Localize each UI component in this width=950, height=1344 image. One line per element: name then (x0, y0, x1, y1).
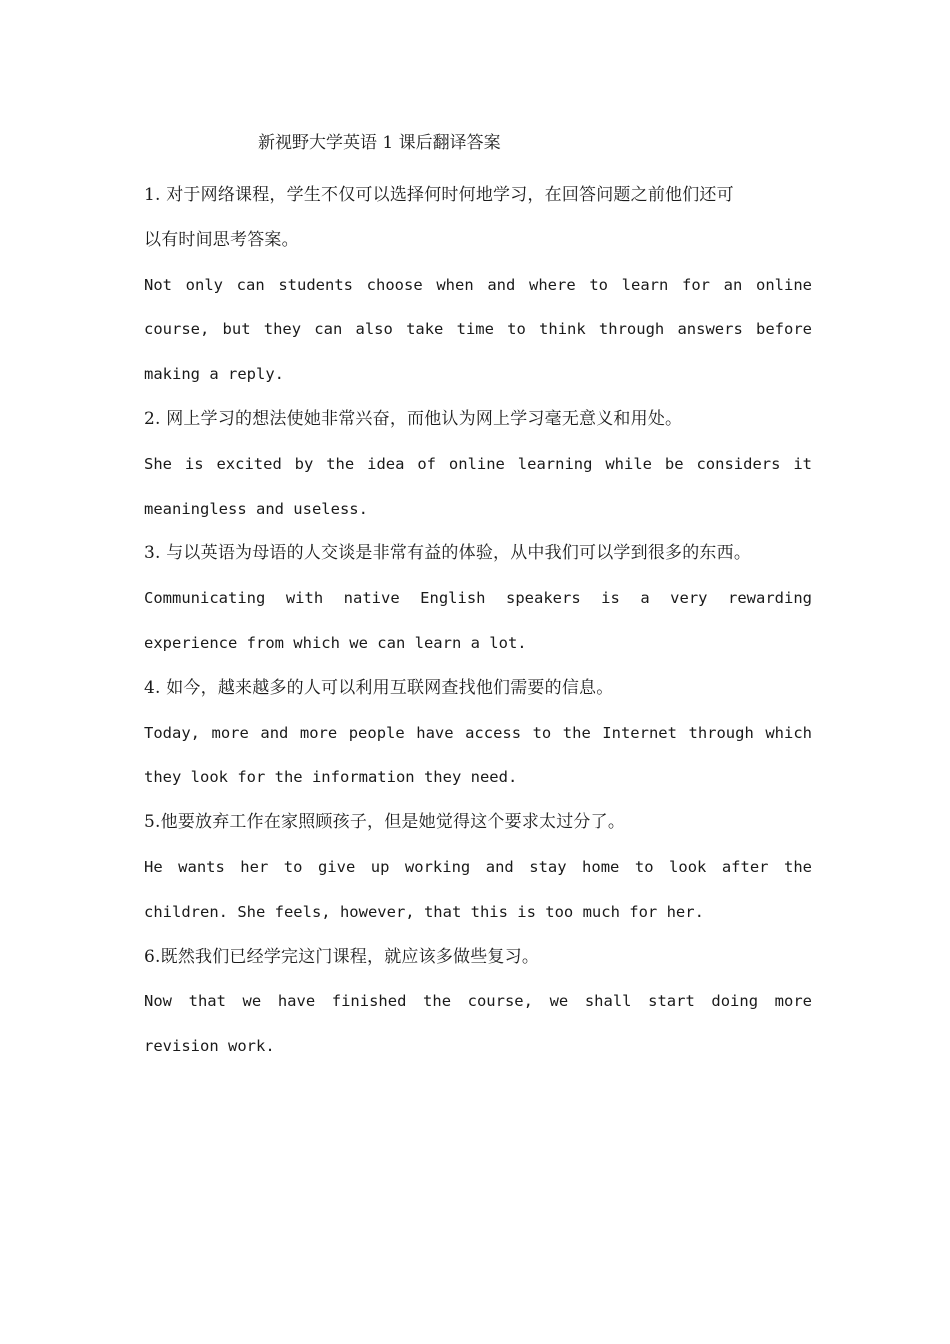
question-3-chinese: 3. 与以英语为母语的人交谈是非常有益的体验，从中我们可以学到很多的东西。 (144, 543, 752, 564)
question-5-chinese: 5.他要放弃工作在家照顾孩子，但是她觉得这个要求太过分了。 (144, 812, 626, 833)
answer-2-english: She is excited by the idea of online learning while be considers it meaningless and useless. (144, 454, 812, 518)
question-6-chinese: 6.既然我们已经学完这门课程，就应该多做些复习。 (144, 946, 540, 967)
document-body (144, 173, 812, 1069)
document-title: 新视野大学英语 1 课后翻译答案 (258, 133, 501, 153)
answer-1-english: Not only can students choose when and where to learn for an online course, but they can also take time to think through answers before making a reply. (144, 275, 812, 384)
question-4-chinese: 4. 如今，越来越多的人可以利用互联网查找他们需要的信息。 (144, 677, 614, 698)
question-1-chinese-line-1: 1. 对于网络课程，学生不仅可以选择何时何地学习，在回答问题之前他们还可 (144, 185, 734, 205)
answer-5-english: He wants her to give up working and stay home to look after the children. She feels, however, that this is too much for her. (144, 857, 812, 921)
question-2-chinese: 2. 网上学习的想法使她非常兴奋，而他认为网上学习毫无意义和用处。 (144, 408, 683, 429)
answer-3-english: Communicating with native English speakers is a very rewarding experience from which we can learn a lot. (144, 589, 812, 652)
question-1-chinese-line-2: 以有时间思考答案。 (144, 229, 299, 250)
answer-4-english: Today, more and more people have access to the Internet through which they look for the information they need. (144, 723, 812, 787)
answer-6-english: Now that we have finished the course, we shall start doing more revision work. (144, 992, 812, 1056)
